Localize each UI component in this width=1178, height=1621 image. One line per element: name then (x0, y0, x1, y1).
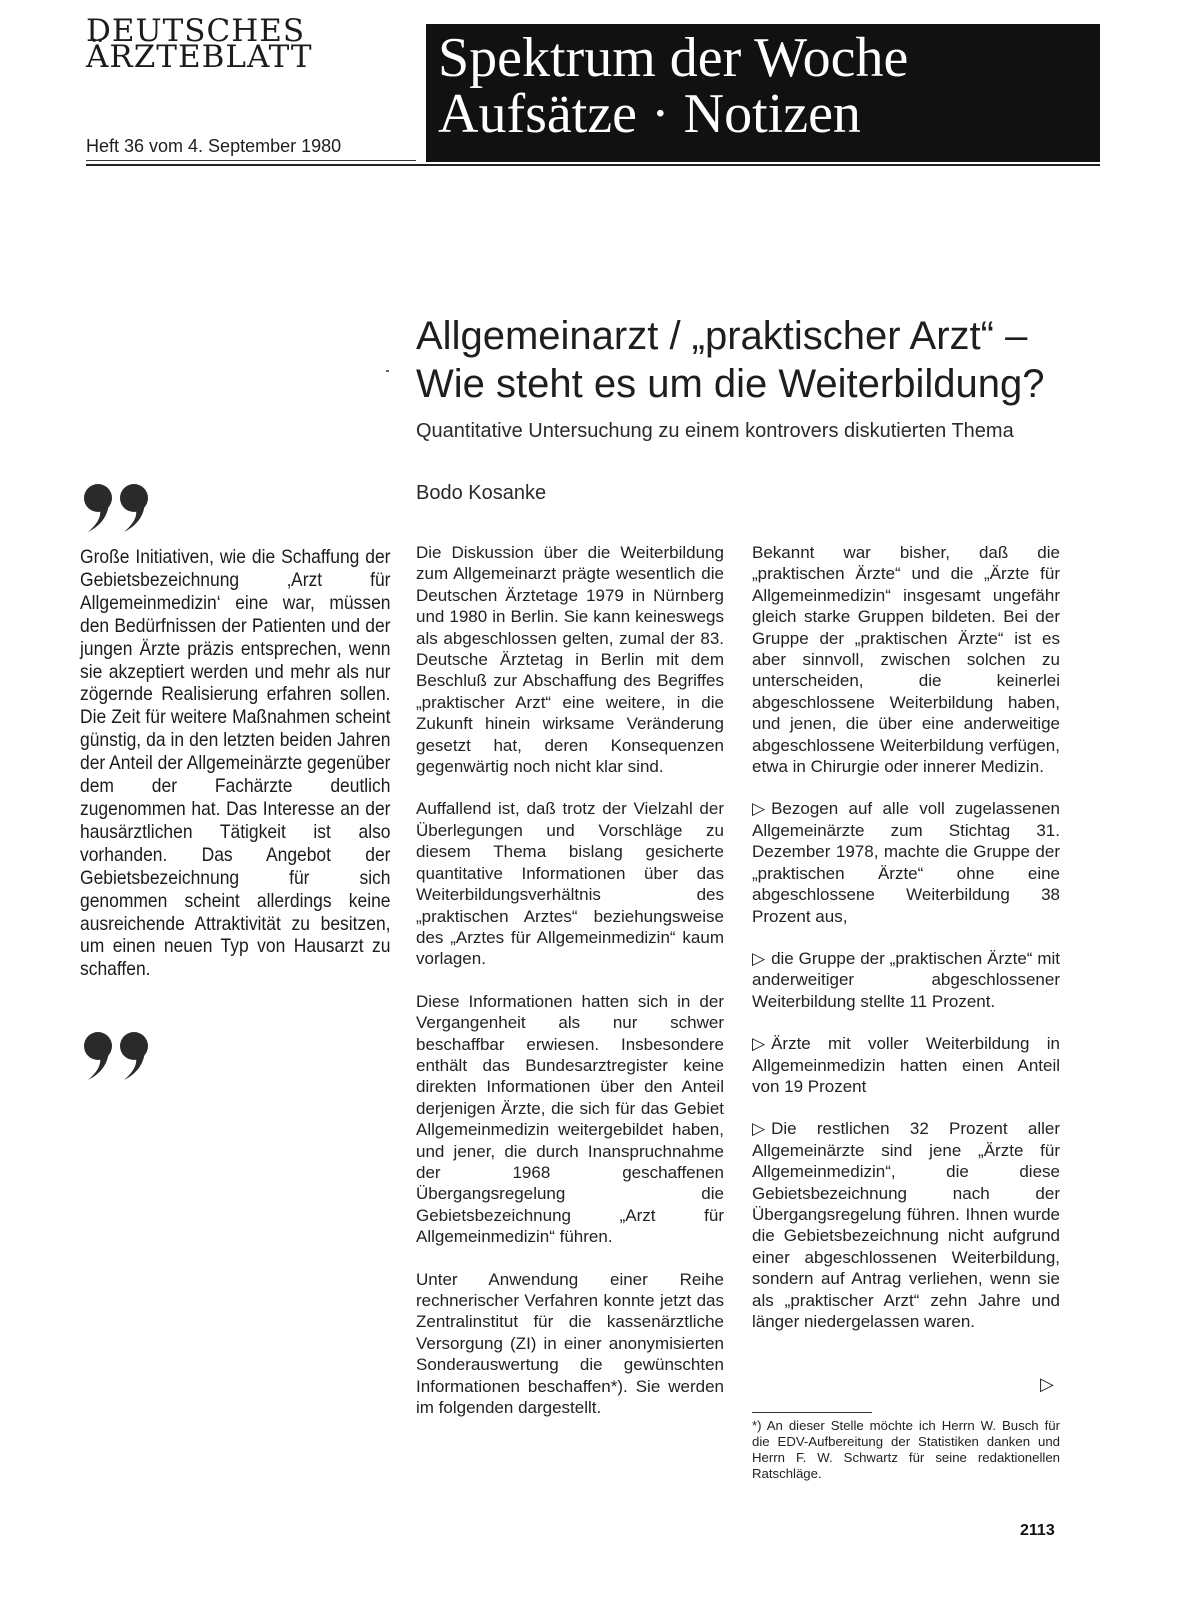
article-title (416, 312, 1106, 408)
article-title-line2: Wie steht es um die Weiterbildung? (416, 362, 1045, 406)
bullet-paragraph (752, 1033, 1060, 1097)
publication-name (86, 13, 416, 75)
bullet-text: Bezogen auf alle voll zugelassenen Allgemeinärzte zum Stichtag 31. Dezember 1978, machte die Gruppe der „praktischen Ärzte“ ohne eine abgeschlossene Weiterbildung 38 Prozent aus, (752, 799, 1060, 926)
paragraph: Unter Anwendung einer Reihe rechnerischer Verfahren konnte jetzt das Zentralinstitut für die kassenärztliche Versorgung (ZI) in einer anonymisierten Sonderauswertung die gewünschten Informationen beschaffen*). Sie werden im folgenden dargestellt. (416, 1269, 724, 1418)
article-author: Bodo Kosanke (416, 482, 547, 504)
bullet-paragraph (752, 1118, 1060, 1332)
section-banner (426, 24, 1100, 162)
stray-mark (386, 370, 389, 372)
header-rule (86, 164, 1100, 166)
footnote: *) An dieser Stelle möchte ich Herrn W. Busch für die EDV-Aufbereitung der Statistiken danken und Herrn F. W. Schwartz für seine redaktionellen Ratschläge. (752, 1418, 1060, 1481)
issue-rule (86, 160, 416, 161)
paragraph: Die Diskussion über die Weiterbildung zum Allgemeinarzt prägte wesentlich die Deutschen Ärztetage 1979 in Nürnberg und 1980 in Berlin. Sie kann keineswegs als abgeschlossen gelten, zumal der 83. Deutsche Ärztetag in Berlin mit dem Beschluß zur Abschaffung des Begriffes „praktischer Arzt“ eine weitere, in die Zukunft hinein wirksame Veränderung gesetzt hat, deren Konsequenzen gegenwärtig noch nicht klar sind. (416, 543, 724, 777)
triangle-bullet-icon: ▷ (752, 1119, 766, 1139)
bullet-paragraph (752, 948, 1060, 1012)
publication-name-line1: DEUTSCHES (86, 13, 306, 49)
triangle-bullet-icon: ▷ (752, 799, 766, 819)
body-column-1 (416, 542, 724, 1439)
publication-name-line2: ÄRZTEBLATT (86, 39, 313, 75)
paragraph: Diese Informationen hatten sich in der Vergangenheit als nur schwer beschaffbar erwiesen. Insbesondere enthält das Bundesarztregister keine direkten Informationen über den Anteil derjenigen Ärzte, die sich für das Gebiet Allgemeinmedizin weitergebildet haben, und jener, die durch Inanspruchnahme der 1968 geschaffenen Übergangsregelung die Gebietsbezeichnung „Arzt für Allgemeinmedizin“ führen. (416, 991, 724, 1247)
bullet-paragraph (752, 798, 1060, 926)
bullet-text: Die restlichen 32 Prozent aller Allgemeinärzte sind jene „Ärzte für Allgemeinmedizin“, die diese Gebietsbezeichnung nach der Übergangsregelung führen. Ihnen wurde die Gebietsbezeichnung nicht aufgrund einer abgeschlossenen Weiterbildung, sondern auf Antrag verliehen, wenn sie als „praktischer Arzt“ zehn Jahre und länger niedergelassen waren. (752, 1119, 1060, 1331)
quote-close-icon (78, 1028, 168, 1084)
paragraph: Auffallend ist, daß trotz der Vielzahl der Überlegungen und Vorschläge zu diesem Thema bislang gesicherte quantitative Informationen über das Weiterbildungsverhältnis des „praktischen Arztes“ beziehungsweise des „Arztes für Allgemeinmedizin“ kaum vorlagen. (416, 799, 724, 969)
page-number: 2113 (1020, 1522, 1055, 1539)
issue-line: Heft 36 vom 4. September 1980 (86, 136, 342, 156)
triangle-bullet-icon: ▷ (752, 948, 766, 968)
quote-open-icon (78, 480, 168, 536)
section-title-line1: Spektrum der Woche (438, 27, 909, 89)
section-title-line2: Aufsätze · Notizen (438, 83, 861, 145)
triangle-bullet-icon: ▷ (752, 1034, 766, 1054)
paragraph: Bekannt war bisher, daß die „praktischen Ärzte“ und die „Ärzte für Allgemeinmedizin“ insgesamt ungefähr gleich starke Gruppen bildeten. Bei der Gruppe der „praktischen Ärzte“ ist es aber sinnvoll, zwischen solchen zu unterscheiden, die keinerlei abgeschlossene Weiterbildung haben, und jenen, die über eine anderweitige abgeschlossene Weiterbildung verfügen, etwa in Chirurgie oder innerer Medizin. (752, 543, 1060, 777)
footnote-rule (752, 1412, 872, 1413)
continue-arrow-icon: ▷ (1040, 1374, 1054, 1394)
article-title-line1: Allgemeinarzt / „praktischer Arzt“ – (416, 314, 1028, 358)
article-subtitle: Quantitative Untersuchung zu einem kontrovers diskutierten Thema (416, 420, 1014, 442)
bullet-text: Ärzte mit voller Weiterbildung in Allgemeinmedizin hatten einen Anteil von 19 Prozent (752, 1034, 1060, 1096)
bullet-text: die Gruppe der „praktischen Ärzte“ mit anderweitiger abgeschlossener Weiterbildung stellte 11 Prozent. (752, 948, 1060, 1011)
pull-quote: Große Initiativen, wie die Schaffung der Gebietsbezeichnung ‚Arzt für Allgemeinmedizin‘ eine war, müssen den Bedürfnissen der Patienten und der jungen Ärzte präzis entsprechen, wenn sie akzeptiert werden und mehr als nur zögernde Realisierung erfahren sollen. Die Zeit für weitere Maßnahmen scheint günstig, da in den letzten beiden Jahren der Anteil der Allgemeinärzte gegenüber dem der Fachärzte deutlich zugenommen hat. Das Interesse an der hausärztlichen Tätigkeit ist also vorhanden. Das Angebot der Gebietsbezeichnung für sich genommen scheint allerdings keine ausreichende Attraktivität zu besitzen, um einen neuen Typ von Hausarzt zu schaffen. (80, 546, 391, 981)
body-column-2 (752, 542, 1060, 1353)
